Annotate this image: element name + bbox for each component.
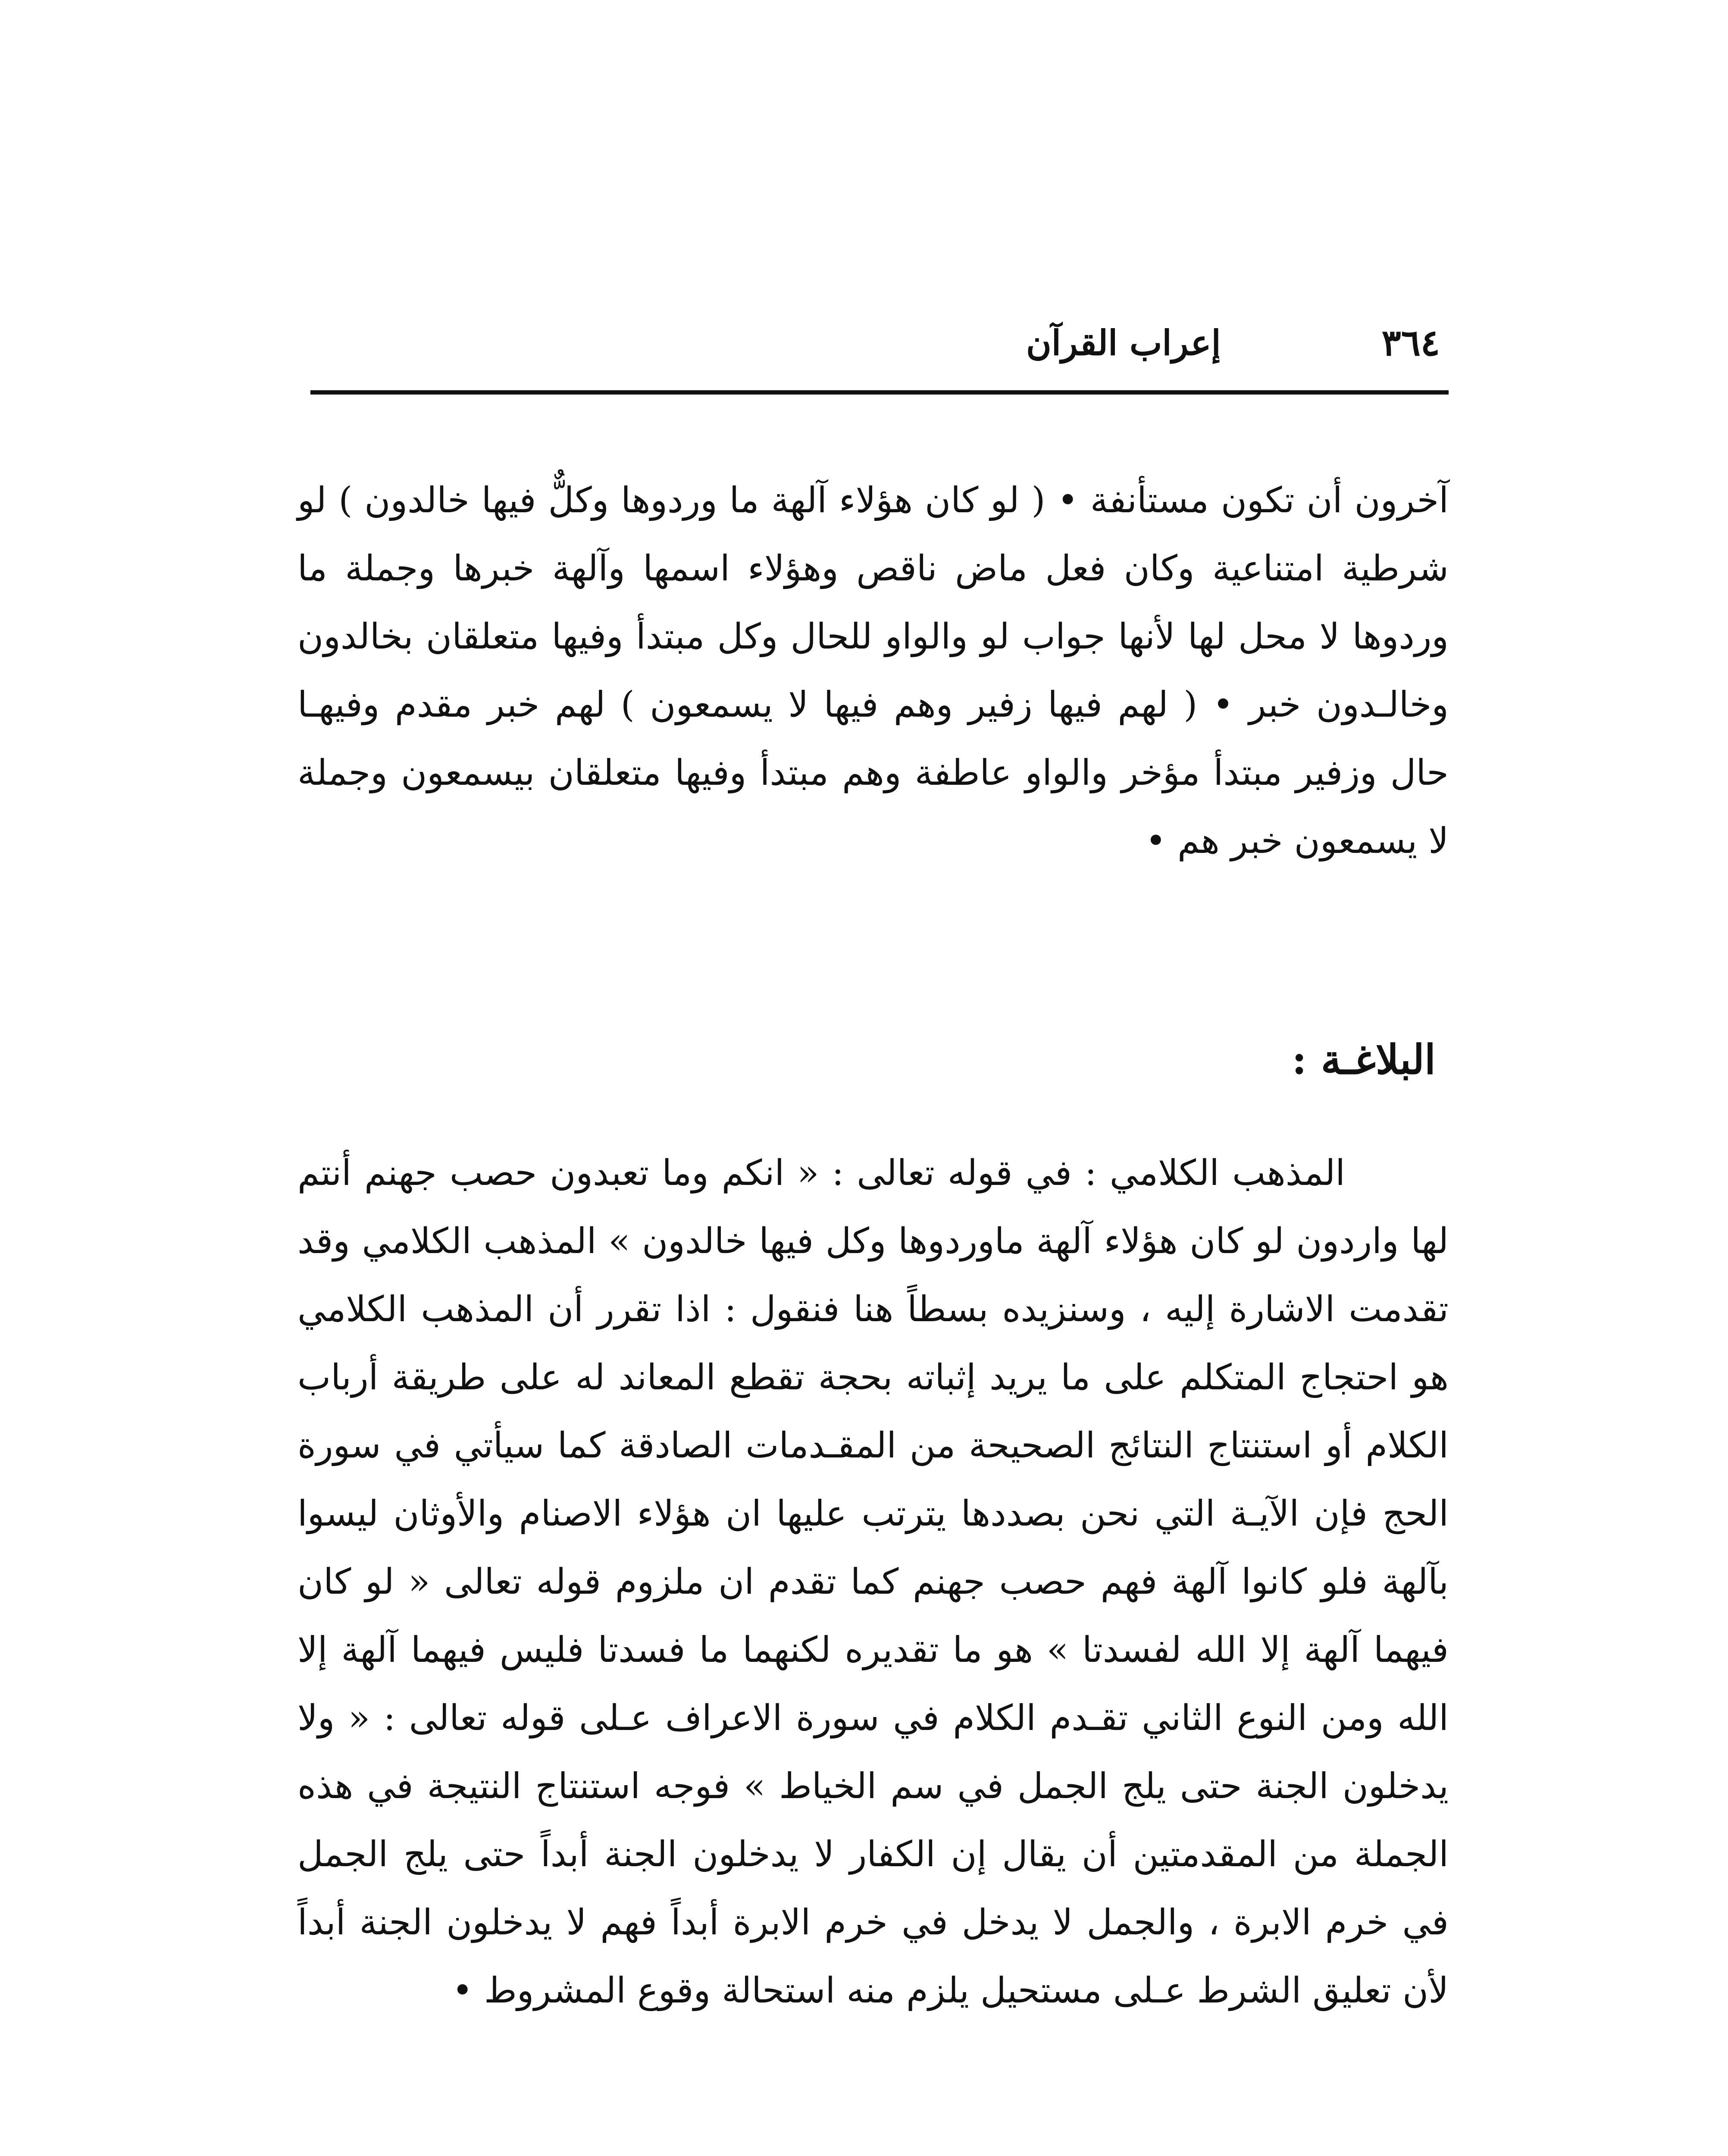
paragraph-balagha: المذهب الكلامي : في قوله تعالى : « انكم وما تعبدون حصب جهنم أنتم لها واردون لو كان هؤلاء آلهة ماوردوها وكل فيها خالدون » المذهب الكلامي وقد تقدمت الاشارة إليه ، وسنزيده بسطاً هنا فنقول : اذا تقرر أن المذهب الكلامي هو احتجاج المتكلم على ما يريد إثباته بحجة تقطع المعاند له على طريقة أرباب الكلام أو استنتاج النتائج الصحيحة من المقـدمات الصادقة كما سيأتي في سورة الحج فإن الآيـة التي نحن بصددها يترتب عليها ان هؤلاء الاصنام والأوثان ليسوا بآلهة فلو كانوا آلهة فهم حصب جهنم كما تقدم ان ملزوم قوله تعالى « لو كان فيهما آلهة إلا الله لفسدتا » هو ما تقديره لكنهما ما فسدتا فليس فيهما آلهة إلا الله ومن النوع الثاني تقـدم الكلام في سورة الاعراف عـلى قوله تعالى : « ولا يدخلون الجنة حتى يلج الجمل في سم الخياط » فوجه استنتاج النتيجة في هذه الجملة من المقدمتين أن يقال إن الكفار لا يدخلون الجنة أبداً حتى يلج الجمل في خرم الابرة ، والجمل لا يدخل في خرم الابرة أبداً فهم لا يدخلون الجنة أبداً لأن تعليق الشرط عـلى مستحيل يلزم منه استحالة وقوع المشروط • bbox=[297, 1153, 1449, 2011]
header-divider bbox=[310, 390, 1449, 395]
running-title: إعراب القرآن bbox=[1026, 323, 1221, 363]
section-heading-balagha: البلاغـة : bbox=[1292, 1036, 1436, 1084]
page-number: ٣٦٤ bbox=[1381, 321, 1440, 364]
paragraph-i3rab: آخرون أن تكون مستأنفة • ( لو كان هؤلاء آلهة ما وردوها وكلٌّ فيها خالدون ) لو شرطية امتناعية وكان فعل ماض ناقص وهؤلاء اسمها وآلهة خبرها وجملة ما وردوها لا محل لها لأنها جواب لو والواو للحال وكل مبتدأ وفيها متعلقان بخالدون وخالـدون خبر • ( لهم فيها زفير وهم فيها لا يسمعون ) لهم خبر مقدم وفيهـا حال وزفير مبتدأ مؤخر والواو عاطفة وهم مبتدأ وفيها متعلقان بيسمعون وجملة لا يسمعون خبر هم • bbox=[297, 480, 1449, 862]
page-header bbox=[310, 310, 1449, 375]
